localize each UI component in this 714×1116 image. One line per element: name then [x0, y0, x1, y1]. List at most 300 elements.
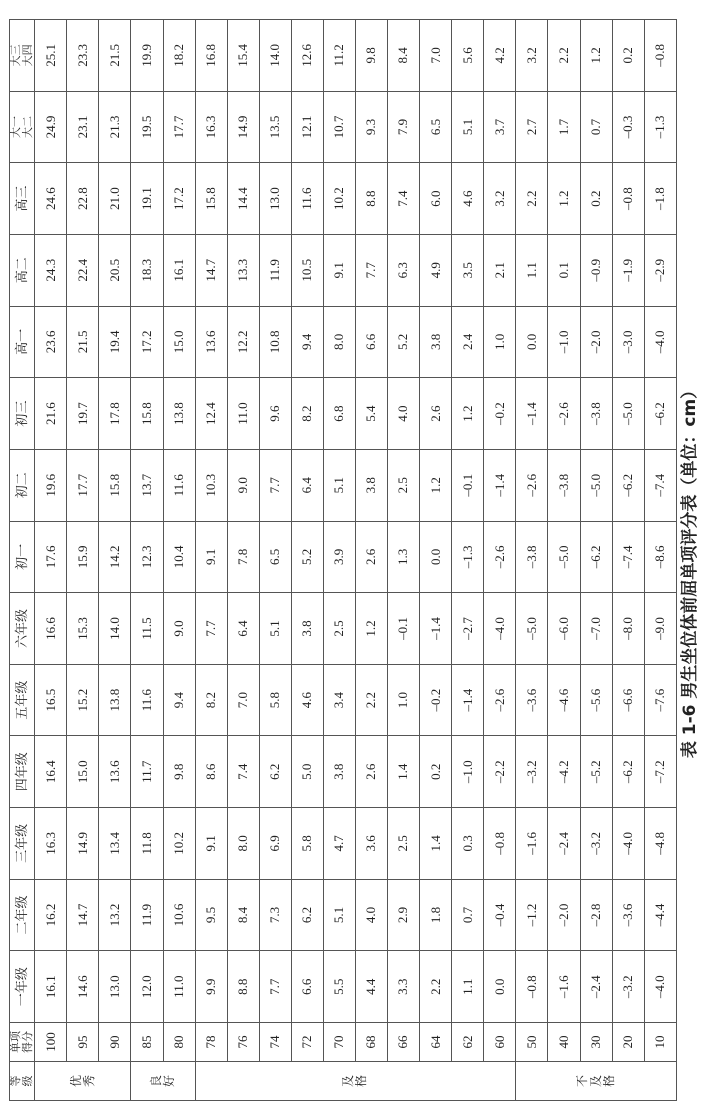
value-cell: 1.4 [388, 736, 420, 808]
value-cell: 1.0 [388, 664, 420, 736]
value-cell: –4.6 [548, 664, 580, 736]
value-cell: 5.1 [323, 449, 355, 521]
value-cell: 6.2 [291, 879, 323, 951]
value-cell: 15.9 [67, 521, 99, 593]
score-cell: 74 [259, 1023, 291, 1062]
value-cell: 6.0 [420, 163, 452, 235]
value-cell: 3.4 [323, 664, 355, 736]
year-header: 二年级 [10, 879, 35, 951]
value-cell: 19.5 [131, 91, 163, 163]
value-cell: 4.0 [355, 879, 387, 951]
value-cell: 16.5 [35, 664, 67, 736]
value-cell: 13.6 [99, 736, 131, 808]
value-cell: 15.3 [67, 593, 99, 665]
value-cell: –7.4 [644, 449, 676, 521]
value-cell: 7.3 [259, 879, 291, 951]
value-cell: 0.2 [420, 736, 452, 808]
value-cell: 13.7 [131, 449, 163, 521]
value-cell: 3.7 [484, 91, 516, 163]
value-cell: 10.5 [291, 234, 323, 306]
value-cell: 7.7 [355, 234, 387, 306]
value-cell: 8.8 [227, 951, 259, 1023]
value-cell: 11.7 [131, 736, 163, 808]
value-cell: –2.6 [548, 378, 580, 450]
value-cell: 2.2 [420, 951, 452, 1023]
value-cell: 0.0 [420, 521, 452, 593]
value-cell: 6.5 [259, 521, 291, 593]
value-cell: 13.2 [99, 879, 131, 951]
year-header: 一年级 [10, 951, 35, 1023]
year-header: 六年级 [10, 593, 35, 665]
value-cell: –0.2 [484, 378, 516, 450]
value-cell: –2.6 [516, 449, 548, 521]
value-cell: 21.3 [99, 91, 131, 163]
table-row [484, 20, 516, 1101]
value-cell: 12.3 [131, 521, 163, 593]
value-cell: –1.4 [516, 378, 548, 450]
value-cell: 1.4 [420, 808, 452, 880]
score-cell: 85 [131, 1023, 163, 1062]
value-cell: –1.4 [452, 664, 484, 736]
table-row [195, 20, 227, 1101]
value-cell: 9.4 [163, 664, 195, 736]
value-cell: 11.6 [131, 664, 163, 736]
value-cell: 24.6 [35, 163, 67, 235]
table-row [67, 20, 99, 1101]
value-cell: –3.2 [612, 951, 644, 1023]
value-cell: 16.8 [195, 20, 227, 92]
score-cell: 64 [420, 1023, 452, 1062]
year-header: 初一 [10, 521, 35, 593]
value-cell: 9.1 [195, 521, 227, 593]
score-table [9, 19, 677, 1101]
year-header: 高一 [10, 306, 35, 378]
value-cell: 2.2 [355, 664, 387, 736]
value-cell: –3.6 [516, 664, 548, 736]
table-row [291, 20, 323, 1101]
value-cell: 2.2 [516, 163, 548, 235]
value-cell: –1.4 [484, 449, 516, 521]
value-cell: 2.6 [420, 378, 452, 450]
value-cell: –4.0 [644, 951, 676, 1023]
value-cell: –1.6 [516, 808, 548, 880]
year-header: 大三 大四 [10, 20, 35, 92]
value-cell: 11.0 [163, 951, 195, 1023]
grade-level-cell: 优 秀 [35, 1062, 131, 1101]
table-row [516, 20, 548, 1101]
table-row [99, 20, 131, 1101]
year-header: 高二 [10, 234, 35, 306]
value-cell: 5.1 [452, 91, 484, 163]
value-cell: –7.4 [612, 521, 644, 593]
value-cell: 8.0 [227, 808, 259, 880]
table-row [35, 20, 67, 1101]
value-cell: –5.6 [580, 664, 612, 736]
value-cell: 4.9 [420, 234, 452, 306]
value-cell: 6.6 [355, 306, 387, 378]
year-header: 初三 [10, 378, 35, 450]
value-cell: –7.2 [644, 736, 676, 808]
value-cell: 3.6 [355, 808, 387, 880]
value-cell: 2.2 [548, 20, 580, 92]
score-cell: 90 [99, 1023, 131, 1062]
value-cell: 14.6 [67, 951, 99, 1023]
value-cell: 17.8 [99, 378, 131, 450]
value-cell: –9.0 [644, 593, 676, 665]
value-cell: 17.7 [67, 449, 99, 521]
table-row [227, 20, 259, 1101]
value-cell: 1.7 [548, 91, 580, 163]
value-cell: 16.3 [195, 91, 227, 163]
value-cell: 19.7 [67, 378, 99, 450]
value-cell: 13.8 [99, 664, 131, 736]
value-cell: 4.2 [484, 20, 516, 92]
score-cell: 80 [163, 1023, 195, 1062]
table-row [323, 20, 355, 1101]
value-cell: 1.2 [548, 163, 580, 235]
value-cell: –0.8 [644, 20, 676, 92]
table-row [644, 20, 676, 1101]
table-row [612, 20, 644, 1101]
value-cell: 3.8 [291, 593, 323, 665]
value-cell: 19.6 [35, 449, 67, 521]
value-cell: –1.9 [612, 234, 644, 306]
value-cell: 7.4 [227, 736, 259, 808]
value-cell: 0.0 [484, 951, 516, 1023]
year-header: 四年级 [10, 736, 35, 808]
value-cell: –2.6 [484, 521, 516, 593]
value-cell: 1.1 [516, 234, 548, 306]
value-cell: 0.0 [516, 306, 548, 378]
value-cell: 19.4 [99, 306, 131, 378]
grade-level-cell: 良 好 [131, 1062, 195, 1101]
value-cell: 8.4 [227, 879, 259, 951]
value-cell: 3.2 [484, 163, 516, 235]
value-cell: –0.1 [452, 449, 484, 521]
value-cell: 1.2 [580, 20, 612, 92]
value-cell: 7.7 [195, 593, 227, 665]
value-cell: –2.4 [548, 808, 580, 880]
value-cell: 9.4 [291, 306, 323, 378]
value-cell: 7.4 [388, 163, 420, 235]
value-cell: –0.1 [388, 593, 420, 665]
value-cell: 13.6 [195, 306, 227, 378]
value-cell: 6.5 [420, 91, 452, 163]
value-cell: 2.5 [323, 593, 355, 665]
value-cell: 6.3 [388, 234, 420, 306]
value-cell: –2.6 [484, 664, 516, 736]
value-cell: –1.3 [452, 521, 484, 593]
value-cell: 11.9 [259, 234, 291, 306]
table-row [580, 20, 612, 1101]
value-cell: 5.2 [291, 521, 323, 593]
value-cell: –4.2 [548, 736, 580, 808]
value-cell: 19.9 [131, 20, 163, 92]
value-cell: 8.0 [323, 306, 355, 378]
value-cell: –3.8 [580, 378, 612, 450]
value-cell: 6.4 [227, 593, 259, 665]
value-cell: –3.6 [612, 879, 644, 951]
value-cell: 15.0 [163, 306, 195, 378]
value-cell: –0.8 [612, 163, 644, 235]
value-cell: 12.0 [131, 951, 163, 1023]
value-cell: 11.9 [131, 879, 163, 951]
value-cell: 14.7 [67, 879, 99, 951]
value-cell: –5.0 [516, 593, 548, 665]
value-cell: –7.6 [644, 664, 676, 736]
value-cell: 5.1 [323, 879, 355, 951]
value-cell: 9.0 [163, 593, 195, 665]
value-cell: 14.9 [67, 808, 99, 880]
value-cell: 8.4 [388, 20, 420, 92]
value-cell: 0.3 [452, 808, 484, 880]
value-cell: 2.1 [484, 234, 516, 306]
value-cell: 11.6 [291, 163, 323, 235]
value-cell: 1.2 [420, 449, 452, 521]
value-cell: 10.7 [323, 91, 355, 163]
value-cell: 13.5 [259, 91, 291, 163]
value-cell: 10.6 [163, 879, 195, 951]
score-cell: 40 [548, 1023, 580, 1062]
value-cell: 21.6 [35, 378, 67, 450]
score-cell: 66 [388, 1023, 420, 1062]
value-cell: –0.3 [612, 91, 644, 163]
value-cell: 2.7 [516, 91, 548, 163]
value-cell: 6.4 [291, 449, 323, 521]
value-cell: –4.0 [612, 808, 644, 880]
grade-header: 等 级 [10, 1062, 35, 1101]
value-cell: 13.8 [163, 378, 195, 450]
value-cell: 2.4 [452, 306, 484, 378]
value-cell: –4.0 [644, 306, 676, 378]
value-cell: 10.2 [163, 808, 195, 880]
value-cell: 10.2 [323, 163, 355, 235]
value-cell: 1.3 [388, 521, 420, 593]
value-cell: 4.6 [291, 664, 323, 736]
value-cell: 0.2 [580, 163, 612, 235]
value-cell: 7.0 [420, 20, 452, 92]
value-cell: 9.1 [323, 234, 355, 306]
value-cell: –5.0 [612, 378, 644, 450]
value-cell: 3.8 [355, 449, 387, 521]
value-cell: –4.0 [484, 593, 516, 665]
value-cell: –2.2 [484, 736, 516, 808]
value-cell: –3.8 [548, 449, 580, 521]
value-cell: 12.4 [195, 378, 227, 450]
value-cell: 5.6 [452, 20, 484, 92]
value-cell: –0.9 [580, 234, 612, 306]
score-cell: 70 [323, 1023, 355, 1062]
value-cell: 13.0 [259, 163, 291, 235]
value-cell: –1.6 [548, 951, 580, 1023]
value-cell: 14.0 [259, 20, 291, 92]
value-cell: –2.9 [644, 234, 676, 306]
value-cell: 3.2 [516, 20, 548, 92]
value-cell: 3.3 [388, 951, 420, 1023]
value-cell: 12.2 [227, 306, 259, 378]
value-cell: 3.8 [323, 736, 355, 808]
value-cell: 8.2 [195, 664, 227, 736]
value-cell: 1.2 [355, 593, 387, 665]
value-cell: 4.0 [388, 378, 420, 450]
value-cell: 10.4 [163, 521, 195, 593]
value-cell: 22.4 [67, 234, 99, 306]
year-header: 高三 [10, 163, 35, 235]
value-cell: 1.1 [452, 951, 484, 1023]
value-cell: –0.4 [484, 879, 516, 951]
table-row [548, 20, 580, 1101]
value-cell: 9.8 [163, 736, 195, 808]
value-cell: –2.0 [548, 879, 580, 951]
value-cell: 5.0 [291, 736, 323, 808]
value-cell: 14.2 [99, 521, 131, 593]
value-cell: –3.2 [580, 808, 612, 880]
value-cell: 9.1 [195, 808, 227, 880]
value-cell: 7.7 [259, 951, 291, 1023]
value-cell: 7.9 [388, 91, 420, 163]
grade-level-cell: 不 及 格 [516, 1062, 677, 1101]
value-cell: 6.9 [259, 808, 291, 880]
value-cell: 1.2 [452, 378, 484, 450]
value-cell: 8.8 [355, 163, 387, 235]
value-cell: 17.2 [131, 306, 163, 378]
value-cell: 15.2 [67, 664, 99, 736]
value-cell: 17.7 [163, 91, 195, 163]
value-cell: 16.1 [35, 951, 67, 1023]
value-cell: 2.6 [355, 521, 387, 593]
score-cell: 62 [452, 1023, 484, 1062]
value-cell: 24.3 [35, 234, 67, 306]
value-cell: –1.0 [548, 306, 580, 378]
value-cell: 14.9 [227, 91, 259, 163]
value-cell: –1.8 [644, 163, 676, 235]
value-cell: –1.2 [516, 879, 548, 951]
value-cell: 3.9 [323, 521, 355, 593]
value-cell: –6.6 [612, 664, 644, 736]
value-cell: 13.4 [99, 808, 131, 880]
value-cell: –5.0 [548, 521, 580, 593]
value-cell: –4.4 [644, 879, 676, 951]
value-cell: 9.3 [355, 91, 387, 163]
value-cell: 7.0 [227, 664, 259, 736]
score-cell: 10 [644, 1023, 676, 1062]
grade-level-cell: 及 格 [195, 1062, 516, 1101]
value-cell: –2.0 [580, 306, 612, 378]
value-cell: 9.5 [195, 879, 227, 951]
score-cell: 68 [355, 1023, 387, 1062]
value-cell: 24.9 [35, 91, 67, 163]
value-cell: 14.7 [195, 234, 227, 306]
score-cell: 72 [291, 1023, 323, 1062]
value-cell: 4.6 [452, 163, 484, 235]
value-cell: 6.8 [323, 378, 355, 450]
value-cell: 13.0 [99, 951, 131, 1023]
value-cell: 4.4 [355, 951, 387, 1023]
value-cell: 17.2 [163, 163, 195, 235]
value-cell: 5.4 [355, 378, 387, 450]
value-cell: –0.8 [516, 951, 548, 1023]
value-cell: –6.2 [580, 521, 612, 593]
value-cell: –0.2 [420, 664, 452, 736]
value-cell: –2.7 [452, 593, 484, 665]
table-row [452, 20, 484, 1101]
value-cell: 1.0 [484, 306, 516, 378]
value-cell: 3.5 [452, 234, 484, 306]
value-cell: –6.0 [548, 593, 580, 665]
value-cell: 3.8 [420, 306, 452, 378]
value-cell: 7.7 [259, 449, 291, 521]
value-cell: 9.6 [259, 378, 291, 450]
value-cell: 16.2 [35, 879, 67, 951]
value-cell: –0.8 [484, 808, 516, 880]
value-cell: 5.8 [291, 808, 323, 880]
value-cell: 5.5 [323, 951, 355, 1023]
value-cell: 22.8 [67, 163, 99, 235]
value-cell: 14.4 [227, 163, 259, 235]
value-cell: –7.0 [580, 593, 612, 665]
value-cell: 21.5 [99, 20, 131, 92]
header-row [10, 20, 35, 1101]
value-cell: 16.6 [35, 593, 67, 665]
value-cell: 9.9 [195, 951, 227, 1023]
value-cell: 20.5 [99, 234, 131, 306]
value-cell: 21.5 [67, 306, 99, 378]
score-cell: 20 [612, 1023, 644, 1062]
value-cell: –1.3 [644, 91, 676, 163]
value-cell: –2.4 [580, 951, 612, 1023]
value-cell: 5.1 [259, 593, 291, 665]
value-cell: –5.2 [580, 736, 612, 808]
value-cell: 11.0 [227, 378, 259, 450]
value-cell: 19.1 [131, 163, 163, 235]
value-cell: 23.3 [67, 20, 99, 92]
table-row [259, 20, 291, 1101]
table-row [420, 20, 452, 1101]
value-cell: –2.8 [580, 879, 612, 951]
value-cell: 15.8 [99, 449, 131, 521]
value-cell: –8.0 [612, 593, 644, 665]
table-row [388, 20, 420, 1101]
value-cell: 10.8 [259, 306, 291, 378]
year-header: 三年级 [10, 808, 35, 880]
table-row [163, 20, 195, 1101]
value-cell: –1.0 [452, 736, 484, 808]
value-cell: 18.2 [163, 20, 195, 92]
value-cell: 16.3 [35, 808, 67, 880]
value-cell: 17.6 [35, 521, 67, 593]
score-cell: 78 [195, 1023, 227, 1062]
score-cell: 95 [67, 1023, 99, 1062]
value-cell: –1.4 [420, 593, 452, 665]
value-cell: –3.0 [612, 306, 644, 378]
value-cell: 8.2 [291, 378, 323, 450]
value-cell: 21.0 [99, 163, 131, 235]
value-cell: 15.0 [67, 736, 99, 808]
year-header: 五年级 [10, 664, 35, 736]
value-cell: 25.1 [35, 20, 67, 92]
value-cell: –3.2 [516, 736, 548, 808]
value-cell: 4.7 [323, 808, 355, 880]
table-row [355, 20, 387, 1101]
value-cell: 12.1 [291, 91, 323, 163]
value-cell: 7.8 [227, 521, 259, 593]
value-cell: –6.2 [612, 736, 644, 808]
value-cell: 2.6 [355, 736, 387, 808]
value-cell: 12.6 [291, 20, 323, 92]
value-cell: 9.8 [355, 20, 387, 92]
value-cell: 8.6 [195, 736, 227, 808]
value-cell: 13.3 [227, 234, 259, 306]
